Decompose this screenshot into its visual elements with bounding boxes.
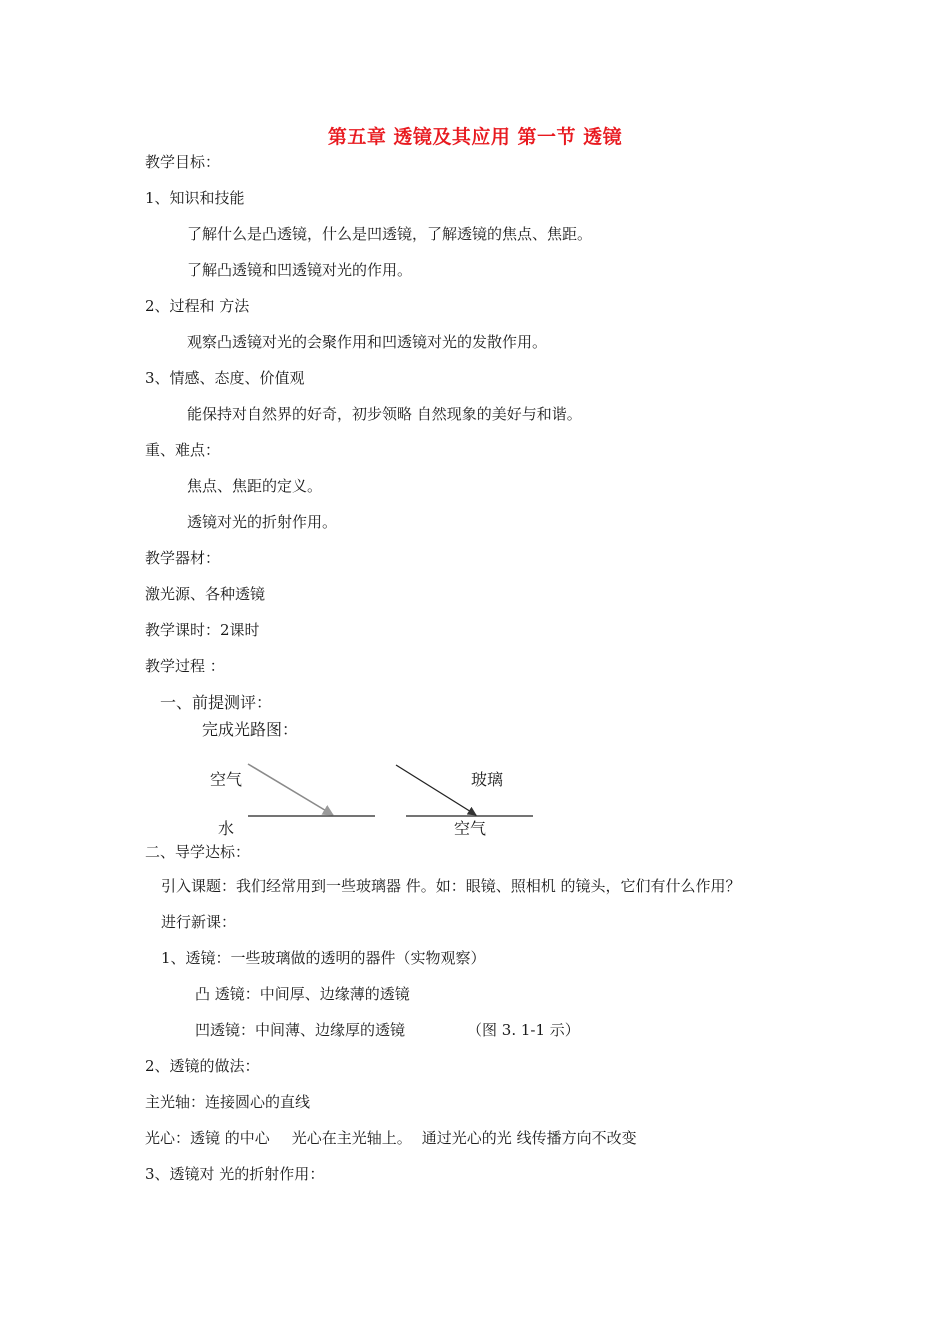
- key-point-1: 焦点、焦距的定义。: [187, 477, 323, 495]
- light-path-diagram: [150, 688, 570, 838]
- figure-instruction: 完成光路图：: [202, 720, 299, 739]
- key-points-heading: 重、难点：: [145, 441, 221, 459]
- lens-making-heading: 2、透镜的做法：: [145, 1057, 260, 1075]
- concave-lens-text: 凹透镜：中间薄、边缘厚的透镜: [195, 1021, 406, 1039]
- page-title: 第五章 透镜及其应用 第一节 透镜: [327, 126, 623, 148]
- concave-lens-line: [195, 1020, 580, 1040]
- key-point-2: 透镜对光的折射作用。: [187, 513, 338, 531]
- item2-line1: 观察凸透镜对光的会聚作用和凹透镜对光的发散作用。: [187, 333, 548, 351]
- materials-line: 激光源、各种透镜: [145, 585, 266, 603]
- left-bottom-medium-label: 水: [218, 819, 235, 838]
- right-bottom-medium-label: 空气: [454, 819, 487, 838]
- left-top-medium-label: 空气: [210, 770, 243, 789]
- principal-axis-line: 主光轴：连接圆心的直线: [145, 1093, 311, 1111]
- right-top-medium-label: 玻璃: [471, 770, 504, 789]
- figure-section-label: 一、前提测评：: [160, 693, 273, 712]
- item3-heading: 3、情感、态度、价值观: [145, 369, 305, 387]
- lens-definition: 1、透镜：一些玻璃做的透明的器件（实物观察）: [161, 949, 486, 967]
- optical-center-b: 光心在主光轴上。: [291, 1129, 412, 1147]
- item1-line1: 了解什么是凸透镜，什么是凹透镜，了解透镜的焦点、焦距。: [187, 225, 593, 243]
- left-incident-ray: [248, 764, 333, 815]
- item2-heading: 2、过程和 方法: [145, 297, 250, 315]
- new-lesson-line: 进行新课：: [161, 913, 237, 931]
- process-heading: 教学过程 ：: [145, 657, 225, 675]
- optical-center-c: 通过光心的光 线传播方向不改变: [421, 1129, 637, 1147]
- right-incident-ray: [396, 765, 476, 815]
- item1-line2: 了解凸透镜和凹透镜对光的作用。: [187, 261, 413, 279]
- part2-intro: 引入课题：我们经常用到一些玻璃器 件。如：眼镜、照相机 的镜头，它们有什么作用？: [161, 877, 741, 895]
- light-path-figure: [150, 688, 570, 838]
- figure-reference: （图 3. 1-1 示）: [467, 1021, 580, 1039]
- goals-heading: 教学目标：: [145, 153, 221, 171]
- item1-heading: 1、知识和技能: [145, 189, 245, 207]
- optical-center-a: 光心：透镜 的中心: [145, 1129, 270, 1147]
- materials-heading: 教学器材：: [145, 549, 221, 567]
- refraction-heading: 3、透镜对 光的折射作用：: [145, 1165, 325, 1183]
- optical-center-line: [145, 1128, 637, 1148]
- part2-heading: 二、导学达标：: [145, 843, 251, 861]
- item3-line1: 能保持对自然界的好奇，初步领略 自然现象的美好与和谐。: [187, 405, 582, 423]
- hours-line: 教学课时：2课时: [145, 621, 260, 639]
- convex-lens-line: 凸 透镜：中间厚、边缘薄的透镜: [195, 985, 410, 1003]
